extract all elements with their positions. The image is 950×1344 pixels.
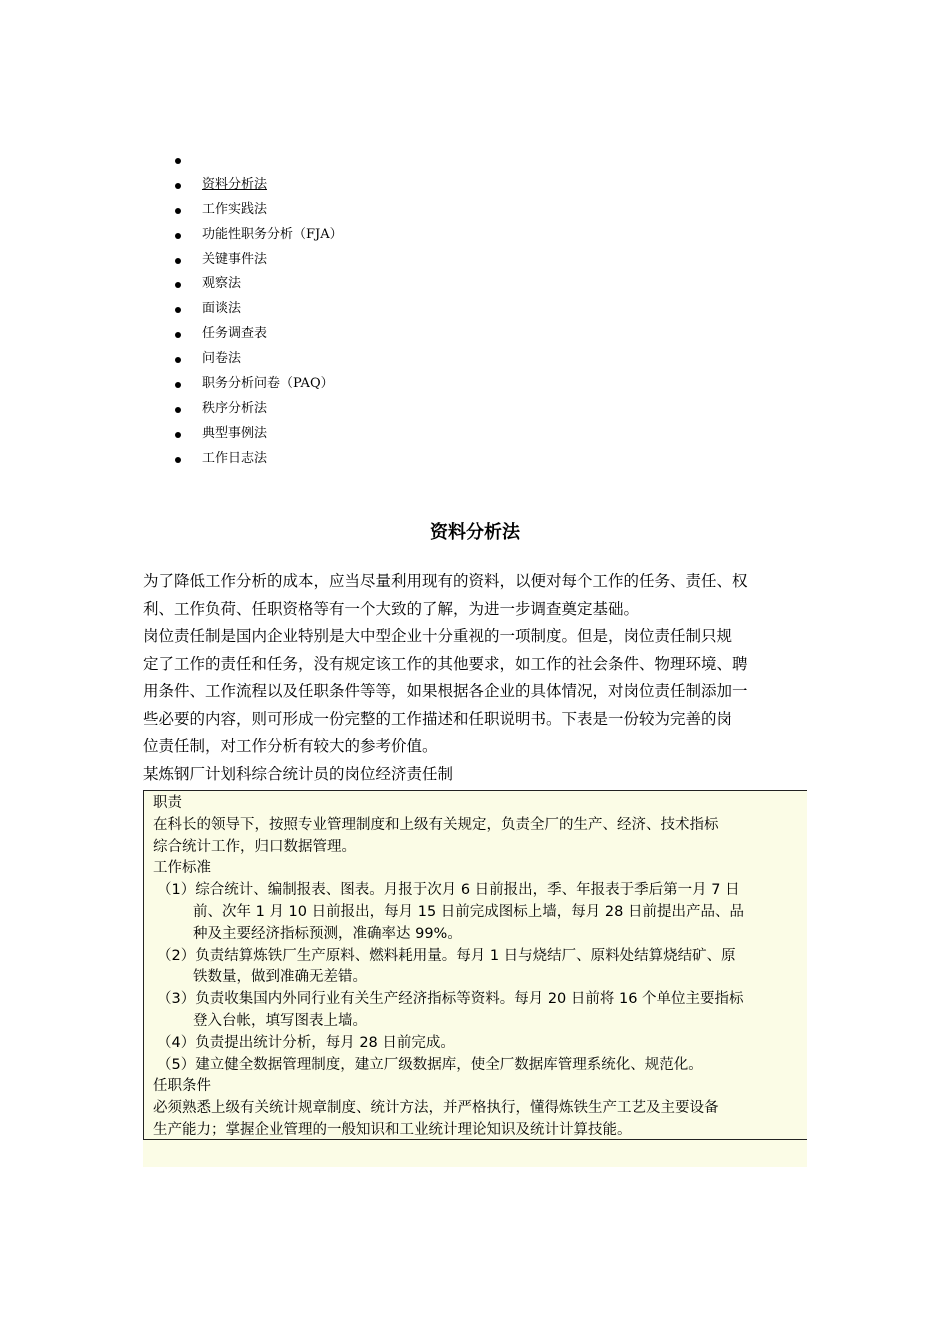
paragraph-line: 些必要的内容，则可形成一份完整的工作描述和任职说明书。下表是一份较为完善的岗 <box>143 709 733 728</box>
paragraph-line: 用条件、工作流程以及任职条件等等，如果根据各企业的具体情况，对岗位责任制添加一 <box>143 682 748 700</box>
table-line: 必须熟悉上级有关统计规章制度、统计方法，并严格执行，懂得炼铁生产工艺及主要设备 <box>153 1100 719 1117</box>
table-line: （3）负责收集国内外同行业有关生产经济指标等资料。每月 20 日前将 16 个单位主要指标 <box>157 991 744 1008</box>
table-line: 前、次年 1 月 10 日前报出，每月 15 日前完成图标上墙，每月 28 日前提出产品、品 <box>193 903 744 920</box>
section-body <box>143 568 807 788</box>
nav-item-label: 观察法 <box>202 276 242 292</box>
table-line: 在科长的领导下，按照专业管理制度和上级有关规定，负责全厂的生产、经济、技术指标 <box>153 816 719 833</box>
table-line: 种及主要经济指标预测，准确率达 99%。 <box>193 925 462 942</box>
nav-list-item <box>175 372 343 397</box>
nav-item-label: 关键事件法 <box>202 251 268 267</box>
nav-item-label: 职务分析问卷（PAQ） <box>202 376 334 392</box>
nav-list-item <box>175 248 343 273</box>
nav-item-label: 工作日志法 <box>202 450 268 466</box>
nav-item-label: 功能性职务分析（FJA） <box>202 226 343 242</box>
table-line: 铁数量，做到准确无差错。 <box>193 969 367 986</box>
table-line: 生产能力；掌握企业管理的一般知识和工业统计理论知识及统计计算技能。 <box>153 1121 632 1138</box>
paragraph-line: 位责任制，对工作分析有较大的参考价值。 <box>143 737 438 755</box>
paragraph-line: 为了降低工作分析的成本，应当尽量利用现有的资料，以便对每个工作的任务、责任、权 <box>143 572 748 590</box>
table-section-heading: 职责 <box>153 795 182 811</box>
paragraph-line: 利、工作负荷、任职资格等有一个大致的了解，为进一步调查奠定基础。 <box>143 599 640 618</box>
nav-list-item[interactable] <box>175 173 343 198</box>
nav-link-data-analysis[interactable]: 资料分析法 <box>202 176 268 192</box>
table-caption: 某炼钢厂计划科综合统计员的岗位经济责任制 <box>143 764 454 783</box>
nav-list-item <box>175 322 343 347</box>
nav-item-label: 问卷法 <box>202 351 242 367</box>
nav-list-item <box>175 148 343 173</box>
nav-list-item <box>175 422 343 447</box>
nav-item-label: 典型事例法 <box>202 425 268 441</box>
table-line: （4）负责提出统计分析，每月 28 日前完成。 <box>157 1034 455 1051</box>
table-line: 综合统计工作，归口数据管理。 <box>153 838 356 855</box>
nav-list-item <box>175 223 343 248</box>
nav-list-item <box>175 198 343 223</box>
section-title: 资料分析法 <box>430 522 520 543</box>
table-line: （5）建立健全数据管理制度，建立厂级数据库，使全厂数据库管理系统化、规范化。 <box>157 1056 703 1073</box>
method-nav-list <box>175 148 343 472</box>
table-line: （2）负责结算炼铁厂生产原料、燃料耗用量。每月 1 日与烧结厂、原料处结算烧结矿、原 <box>157 947 736 964</box>
table-line: 登入台帐，填写图表上墙。 <box>193 1012 367 1029</box>
table-line: （1）综合统计、编制报表、图表。月报于次月 6 日前报出，季、年报表于季后第一月 7 日 <box>157 882 740 899</box>
table-section-heading: 工作标准 <box>153 860 211 877</box>
nav-item-label: 工作实践法 <box>202 201 268 217</box>
nav-list-item <box>175 297 343 322</box>
nav-list-item <box>175 272 343 297</box>
paragraph-line: 岗位责任制是国内企业特别是大中型企业十分重视的一项制度。但是，岗位责任制只规 <box>143 627 733 645</box>
nav-list-item <box>175 397 343 422</box>
paragraph-line: 定了工作的责任和任务，没有规定该工作的其他要求，如工作的社会条件、物理环境、聘 <box>143 654 748 673</box>
nav-item-label: 秩序分析法 <box>202 400 268 416</box>
responsibility-table <box>143 790 807 1140</box>
nav-item-label: 面谈法 <box>202 301 242 317</box>
table-section-heading: 任职条件 <box>153 1078 211 1095</box>
responsibility-table-image <box>143 790 807 1167</box>
nav-item-label: 任务调查表 <box>202 326 268 342</box>
nav-list-item <box>175 447 343 472</box>
nav-list-item <box>175 347 343 372</box>
